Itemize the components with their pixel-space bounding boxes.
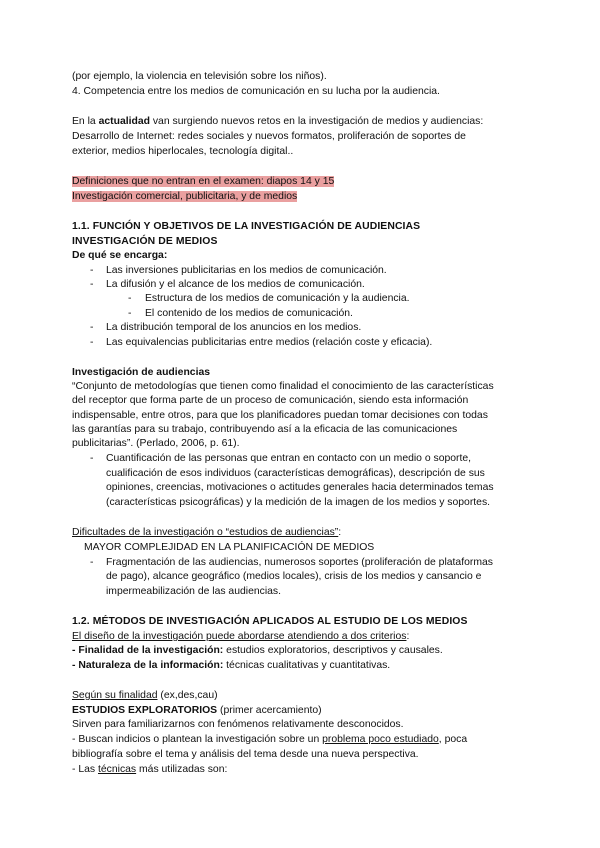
list-item: Las equivalencias publicitarias entre medios (relación coste y eficacia). — [106, 337, 433, 348]
list-item: Las inversiones publicitarias en los medios de comunicación. — [106, 265, 387, 276]
list-item-cont: impermeabilización de las audiencias. — [106, 586, 282, 597]
text-line: 4. Competencia entre los medios de comunicación en su lucha por la audiencia. — [72, 86, 440, 97]
list-item-cont: opiniones, creencias, motivaciones o actitudes generales hacia determinados temas — [106, 482, 494, 493]
list-item-cont: (características psicográficas) y la medición de la imagen de los medios y soportes. — [106, 497, 491, 508]
list-item-cont: cualificación de esos individuos (características demográficas), descripción de sus — [106, 468, 485, 479]
quote-line: indispensable, entre otros, para que los planificadores puedan tomar decisiones con todas — [72, 410, 488, 421]
subheading-dificultades: Dificultades de la investigación o “estudios de audiencias”: — [72, 527, 342, 538]
quote-line: del receptor que forma parte de un proceso de comunicación, siendo esta información — [72, 395, 469, 406]
bullet-dash: - — [128, 293, 132, 304]
highlight-note: Investigación comercial, publicitaria, y de medios — [72, 191, 298, 202]
list-item-cont: de pago), alcance geográfico (medios locales), crisis de los medios y cansancio e — [106, 571, 482, 582]
criteria-intro: El diseño de la investigación puede abordarse atendiendo a dos criterios: — [72, 631, 410, 642]
section-heading: 1.2. MÉTODOS DE INVESTIGACIÓN APLICADOS AL ESTUDIO DE LOS MEDIOS — [72, 616, 468, 627]
highlight-note: Definiciones que no entran en el examen: diapos 14 y 15 — [72, 176, 335, 187]
exploratorios-heading: ESTUDIOS EXPLORATORIOS (primer acercamiento) — [72, 705, 322, 716]
text-line: - Las técnicas más utilizadas son: — [72, 764, 228, 775]
list-item: Fragmentación de las audiencias, numerosos soportes (proliferación de plataformas — [106, 557, 493, 568]
quote-line: publicitarias”. (Perlado, 2006, p. 61). — [72, 438, 240, 449]
bullet-dash: - — [90, 279, 94, 290]
bullet-dash: - — [128, 308, 132, 319]
text-line: exterior, medios hiperlocales, tecnología digital.. — [72, 146, 294, 157]
bullet-dash: - — [90, 265, 94, 276]
list-item: Cuantificación de las personas que entran en contacto con un medio o soporte, — [106, 453, 472, 464]
bullet-dash: - — [90, 337, 94, 348]
text-line: bibliografía sobre el tema y análisis del tema desde una nueva perspectiva. — [72, 749, 419, 760]
bullet-dash: - — [90, 557, 94, 568]
quote-line: las garantías para su trabajo, contribuyendo así a la eficacia de las comunicaciones — [72, 424, 458, 435]
caps-line: MAYOR COMPLEJIDAD EN LA PLANIFICACIÓN DE MEDIOS — [84, 542, 375, 553]
section-heading: INVESTIGACIÓN DE MEDIOS — [72, 236, 218, 247]
text-line: Desarrollo de Internet: redes sociales y nuevos formatos, proliferación de soportes de — [72, 131, 466, 142]
criteria-item: - Naturaleza de la información: técnicas cualitativas y cuantitativas. — [72, 660, 391, 671]
keyword-actualidad: actualidad — [98, 116, 150, 127]
list-item: El contenido de los medios de comunicación. — [145, 308, 353, 319]
list-item: Estructura de los medios de comunicación y la audiencia. — [145, 293, 410, 304]
finalidad-label: Según su finalidad (ex,des,cau) — [72, 690, 218, 701]
text-line: - Buscan indicios o plantean la investigación sobre un problema poco estudiado, poca — [72, 734, 468, 745]
section-heading: 1.1. FUNCIÓN Y OBJETIVOS DE LA INVESTIGACIÓN DE AUDIENCIAS — [72, 221, 421, 232]
subheading: De qué se encarga: — [72, 250, 168, 261]
quote-line: “Conjunto de metodologías que tienen como finalidad el conocimiento de las características — [72, 381, 494, 392]
criteria-item: - Finalidad de la investigación: estudios exploratorios, descriptivos y causales. — [72, 645, 443, 656]
list-item: La difusión y el alcance de los medios de comunicación. — [106, 279, 365, 290]
bullet-dash: - — [90, 322, 94, 333]
paragraph-actualidad: En la actualidad van surgiendo nuevos retos en la investigación de medios y audiencias: — [72, 116, 484, 127]
text-line: (por ejemplo, la violencia en televisión sobre los niños). — [72, 71, 327, 82]
bullet-dash: - — [90, 453, 94, 464]
text-line: Sirven para familiarizarnos con fenómenos relativamente desconocidos. — [72, 719, 404, 730]
subheading: Investigación de audiencias — [72, 367, 211, 378]
list-item: La distribución temporal de los anuncios en los medios. — [106, 322, 362, 333]
